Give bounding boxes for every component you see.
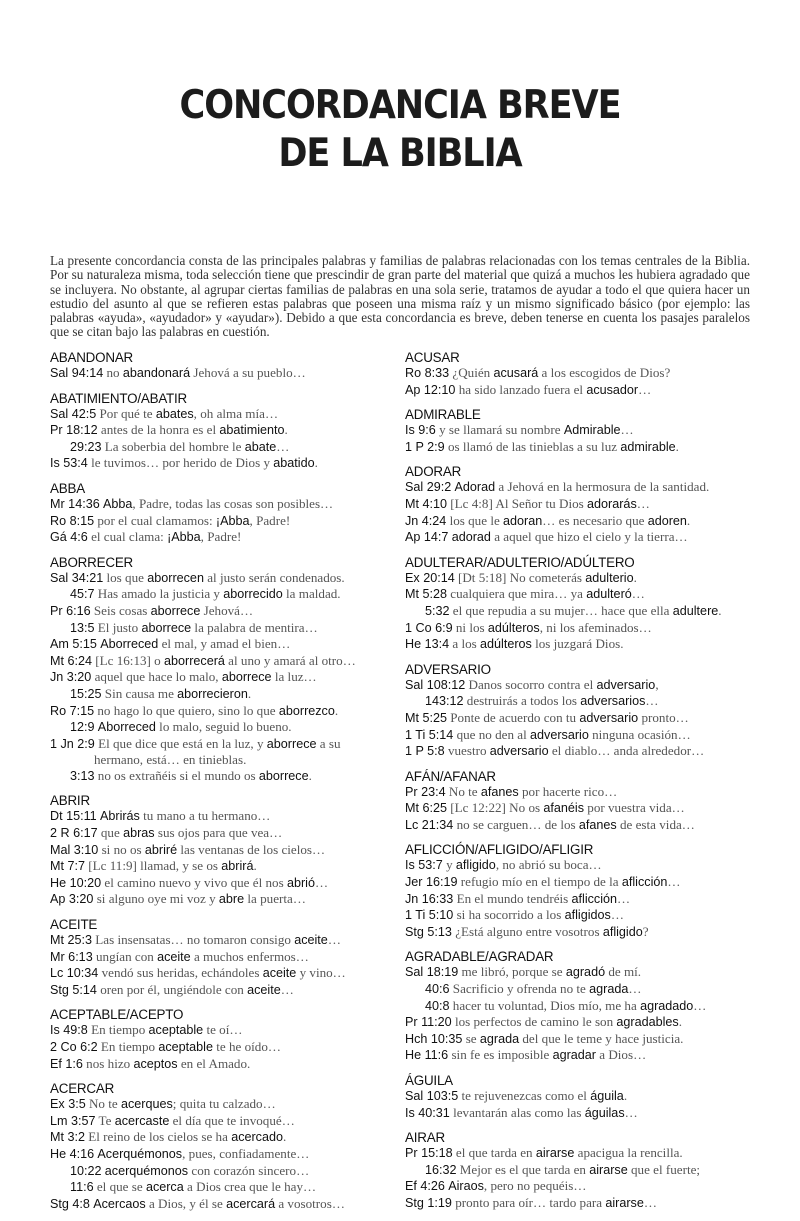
verse-text: hermano, está… en tinieblas. — [94, 752, 247, 768]
verse-reference: Ro 7:15 — [50, 703, 95, 718]
concordance-entry — [50, 481, 390, 546]
verse-reference: Jn 16:33 — [405, 891, 454, 906]
verse-reference: Jn 3:20 — [50, 670, 92, 685]
verse-text: ¿Quién acusará a los escogidos de Dios? — [449, 365, 671, 380]
verse-reference: 1 Ti 5:14 — [405, 727, 454, 742]
entry-line — [405, 1145, 750, 1162]
verse-text: si ha socorrido a los afligidos… — [453, 907, 624, 923]
verse-text: si no os abriré las ventanas de los cielos… — [98, 841, 326, 857]
entry-headword: ABATIMIENTO/ABATIR — [50, 390, 188, 406]
entry-line — [50, 496, 390, 513]
entry-line — [405, 874, 750, 891]
verse-reference: He 4:16 — [50, 1146, 95, 1161]
concordance-entry — [405, 842, 750, 940]
verse-reference: 12:9 — [70, 720, 95, 735]
verse-text: Aborreced lo malo, seguid lo bueno. — [97, 719, 292, 735]
verse-reference: Mt 6:25 — [405, 801, 447, 816]
entry-line — [50, 858, 390, 875]
verse-text: cualquiera que mira… ya adulteró… — [447, 586, 645, 602]
verse-reference: 10:22 — [70, 1163, 102, 1178]
entry-line — [50, 1056, 390, 1073]
entry-line — [405, 1162, 750, 1179]
verse-text: ¿Está alguno entre vosotros afligido? — [451, 923, 649, 939]
verse-reference: He 11:6 — [405, 1048, 449, 1063]
concordance-entry — [405, 350, 750, 398]
entry-headword: ACUSAR — [405, 350, 460, 365]
entry-line — [50, 1146, 390, 1163]
entry-line — [50, 752, 390, 768]
verse-reference: Stg 5:14 — [50, 982, 97, 997]
verse-text: antes de la honra es el abatimiento. — [97, 422, 288, 438]
verse-text: os llamó de las tinieblas a su luz admirable. — [444, 438, 679, 454]
verse-text: los que le adoran… es necesario que adoren. — [446, 512, 691, 528]
entry-line — [405, 1178, 750, 1195]
entry-line — [405, 817, 750, 834]
entry-line — [50, 982, 390, 999]
entry-line — [50, 875, 390, 892]
verse-reference: Is 53:4 — [50, 456, 88, 471]
concordance-entry — [405, 1073, 750, 1121]
entry-line — [50, 842, 390, 859]
verse-text: aquel que hace lo malo, aborrece la luz… — [91, 669, 317, 685]
entry-line — [50, 603, 390, 620]
verse-reference: Sal 29:2 — [405, 480, 452, 495]
left-column — [50, 350, 390, 1221]
verse-reference: Dt 15:11 — [50, 809, 97, 824]
entry-line — [405, 693, 750, 710]
verse-reference: Stg 5:13 — [405, 924, 452, 939]
entry-line — [405, 382, 750, 399]
verse-text: no se carguen… de los afanes de esta vida… — [453, 816, 695, 832]
verse-text: El justo aborrece la palabra de mentira… — [94, 619, 318, 635]
entry-line — [405, 981, 750, 998]
verse-reference: Sal 103:5 — [405, 1089, 459, 1103]
verse-reference: 1 P 5:8 — [405, 744, 445, 759]
entry-line — [405, 710, 750, 727]
verse-reference: Is 9:6 — [405, 423, 436, 438]
entry-line — [405, 743, 750, 760]
concordance-entry — [405, 662, 750, 760]
entry-line — [50, 1129, 390, 1146]
verse-reference: Mt 3:2 — [50, 1130, 85, 1145]
entry-line — [50, 406, 390, 423]
entry-line — [405, 529, 750, 546]
entry-headword: ACEPTABLE/ACEPTO — [50, 1007, 184, 1023]
entry-headword: ADMIRABLE — [405, 407, 481, 423]
entry-line — [50, 570, 390, 587]
entry-headword: ACERCAR — [50, 1081, 115, 1097]
verse-text: no hago lo que quiero, sino lo que aborrezco. — [94, 702, 339, 718]
verse-reference: Sal 42:5 — [50, 406, 97, 421]
entry-line — [405, 1014, 750, 1031]
verse-reference: 40:8 — [425, 998, 450, 1013]
entry-line — [405, 513, 750, 530]
verse-reference: Mt 6:24 — [50, 653, 92, 668]
entry-line — [50, 1163, 390, 1180]
entry-line — [405, 620, 750, 637]
entry-line — [405, 784, 750, 801]
verse-text: Adorad a Jehová en la hermosura de la santidad. — [454, 479, 710, 495]
entry-line — [50, 636, 390, 653]
entry-line — [50, 891, 390, 908]
entry-line — [405, 1031, 750, 1048]
entry-line — [50, 439, 390, 456]
verse-text: El que dice que está en la luz, y aborrece a su — [94, 735, 341, 751]
verse-text: ungían con aceite a muchos enfermos… — [92, 948, 309, 964]
verse-text: que abras sus ojos para que vea… — [97, 825, 283, 841]
verse-text: pronto para oír… tardo para airarse… — [451, 1194, 657, 1210]
verse-reference: 1 Jn 2:9 — [50, 736, 95, 751]
verse-reference: 45:7 — [70, 587, 95, 602]
entry-headword: ADVERSARIO — [405, 661, 491, 677]
verse-text: ha sido lanzado fuera el acusador… — [455, 381, 652, 397]
entry-line — [50, 1022, 390, 1039]
entry-line — [50, 736, 390, 753]
verse-text: me libró, porque se agradó de mí. — [458, 964, 642, 980]
verse-text: destruirás a todos los adversarios… — [463, 693, 659, 709]
entry-line — [50, 620, 390, 637]
entry-headword: AGRADABLE/AGRADAR — [405, 949, 554, 965]
entry-line — [405, 1047, 750, 1064]
entry-line — [405, 800, 750, 817]
entry-headword: ADULTERAR/ADULTERIO/ADÚLTERO — [405, 554, 635, 570]
verse-reference: Ap 12:10 — [405, 382, 456, 397]
verse-reference: 2 Co 6:2 — [50, 1040, 98, 1054]
verse-text: Danos socorro contra el adversario, — [465, 676, 659, 692]
entry-line — [50, 586, 390, 603]
verse-text: no abandonará Jehová a su pueblo… — [103, 365, 306, 380]
verse-text: No te afanes por hacerte rico… — [445, 783, 618, 799]
entry-headword: ADORAR — [405, 464, 462, 480]
entry-line — [405, 1105, 750, 1122]
entry-line — [50, 703, 390, 720]
verse-text: vuestro adversario el diablo… anda alrededor… — [444, 743, 705, 759]
concordance-entry — [405, 464, 750, 545]
verse-text: Sin causa me aborrecieron. — [101, 685, 252, 701]
verse-text: Te acercaste el día que te invoqué… — [95, 1112, 295, 1128]
verse-reference: Ex 20:14 — [405, 570, 455, 585]
verse-text: el camino nuevo y vivo que él nos abrió… — [101, 874, 329, 890]
entry-line — [50, 686, 390, 703]
verse-reference: Pr 15:18 — [405, 1146, 453, 1161]
concordance-entry — [50, 917, 390, 998]
verse-text: ni los adúlteros, ni los afeminados… — [452, 619, 652, 635]
verse-text: [Lc 4:8] Al Señor tu Dios adorarás… — [447, 495, 650, 511]
verse-text: El reino de los cielos se ha acercado. — [85, 1129, 287, 1145]
verse-text: Por qué te abates, oh alma mía… — [96, 405, 279, 421]
verse-reference: 11:6 — [70, 1180, 94, 1195]
verse-text: el cual clama: ¡Abba, Padre! — [87, 529, 242, 545]
entry-headword: ABORRECER — [50, 554, 134, 570]
entry-line — [50, 825, 390, 842]
verse-text: hacer tu voluntad, Dios mío, me ha agradado… — [449, 997, 707, 1013]
entry-headword: AFÁN/AFANAR — [405, 768, 496, 784]
entry-line — [50, 808, 390, 825]
verse-reference: Sal 108:12 — [405, 677, 466, 692]
concordance-entry — [50, 793, 390, 908]
verse-reference: Ap 3:20 — [50, 892, 94, 907]
verse-text: vendó sus heridas, echándoles aceite y vino… — [98, 965, 346, 981]
entry-line — [405, 1088, 750, 1105]
verse-text: No te acerques; quita tu calzado… — [85, 1096, 276, 1112]
concordance-entry — [50, 1007, 390, 1072]
verse-text: Abrirás tu mano a tu hermano… — [99, 808, 271, 824]
entry-line — [405, 891, 750, 908]
verse-text: Acercaos a Dios, y él se acercará a vosotros… — [93, 1195, 345, 1211]
verse-text: [Lc 11:9] llamad, y se os abrirá. — [85, 858, 257, 874]
entry-line — [50, 365, 390, 382]
verse-reference: 15:25 — [70, 686, 102, 701]
entry-headword: AFLICCIÓN/AFLIGIDO/AFLIGIR — [405, 842, 594, 858]
entry-line — [50, 669, 390, 686]
entry-line — [50, 1039, 390, 1056]
verse-text: oren por él, ungiéndole con aceite… — [96, 981, 294, 997]
entry-line — [50, 455, 390, 472]
entry-line — [405, 439, 750, 456]
entry-line — [405, 586, 750, 603]
verse-reference: 13:5 — [70, 620, 95, 635]
verse-text: Has amado la justicia y aborrecido la maldad. — [94, 586, 341, 602]
verse-text: adorad a aquel que hizo el cielo y la tierra… — [451, 529, 688, 545]
verse-reference: Ef 1:6 — [50, 1056, 83, 1071]
verse-text: nos hizo aceptos en el Amado. — [82, 1055, 251, 1071]
verse-reference: Am 5:15 — [50, 637, 97, 652]
entry-line — [405, 964, 750, 981]
verse-text: por el cual clamamos: ¡Abba, Padre! — [94, 512, 291, 528]
verse-reference: 1 Co 6:9 — [405, 620, 453, 635]
entry-line — [50, 932, 390, 949]
title-line-1: CONCORDANCIA BREVE — [179, 83, 621, 128]
verse-text: Seis cosas aborrece Jehová… — [90, 602, 254, 618]
entry-line — [405, 677, 750, 694]
concordance-entry — [405, 1130, 750, 1211]
verse-reference: Mal 3:10 — [50, 842, 99, 857]
verse-reference: Mt 25:3 — [50, 933, 92, 948]
concordance-entry — [50, 1081, 390, 1212]
verse-text: los que aborrecen al justo serán condenados. — [103, 569, 345, 585]
entry-line — [50, 513, 390, 530]
entry-line — [405, 907, 750, 924]
verse-reference: Sal 18:19 — [405, 965, 459, 980]
entry-line — [50, 965, 390, 982]
verse-text: Ponte de acuerdo con tu adversario pronto… — [447, 709, 689, 725]
entry-headword: ACEITE — [50, 917, 98, 933]
verse-text: Mejor es el que tarda en airarse que el fuerte; — [456, 1161, 701, 1177]
concordance-entry — [405, 555, 750, 653]
concordance-entry — [405, 407, 750, 455]
verse-text: Acerquémonos, pues, confiadamente… — [97, 1145, 310, 1161]
entry-line — [405, 636, 750, 653]
entry-line — [50, 1113, 390, 1130]
entry-line — [405, 496, 750, 513]
verse-reference: Mr 6:13 — [50, 949, 93, 964]
entry-line — [405, 1195, 750, 1212]
verse-reference: Lm 3:57 — [50, 1113, 96, 1128]
verse-reference: 143:12 — [425, 694, 464, 709]
verse-reference: Sal 34:21 — [50, 570, 104, 585]
verse-text: a los adúlteros los juzgará Dios. — [449, 636, 624, 652]
verse-reference: Gá 4:6 — [50, 530, 88, 545]
verse-reference: Mr 14:36 — [50, 496, 100, 511]
verse-text: Airaos, pero no pequéis… — [448, 1178, 587, 1194]
verse-text: Abba, Padre, todas las cosas son posibles… — [102, 495, 334, 511]
verse-text: se agrada del que le teme y hace justicia. — [462, 1030, 684, 1046]
verse-text: [Dt 5:18] No cometerás adulterio. — [454, 569, 637, 585]
entry-line — [405, 998, 750, 1015]
verse-reference: Jer 16:19 — [405, 875, 458, 890]
verse-reference: Ro 8:33 — [405, 366, 450, 380]
verse-text: [Lc 16:13] o aborrecerá al uno y amará al otro… — [92, 652, 356, 668]
verse-reference: 3:13 — [70, 768, 95, 783]
verse-reference: Pr 6:16 — [50, 603, 91, 618]
verse-reference: 1 P 2:9 — [405, 439, 445, 454]
verse-text: el que repudia a su mujer… hace que ella adultere. — [449, 602, 722, 618]
entry-line — [50, 1096, 390, 1113]
verse-reference: He 10:20 — [50, 875, 102, 890]
verse-reference: Ro 8:15 — [50, 513, 95, 528]
entry-line — [50, 653, 390, 670]
intro-paragraph: La presente concordancia consta de las principales palabras y familias de palabras relacionadas con los temas centrales de la Biblia. Por su naturaleza misma, toda selección tiene que prescindir de gran parte del material que quizá a muchos les hubiera agradado que se incluyera. No obstante, al agrupar ciertas familias de palabras en una sola serie, tratamos de ayudar a todo el que quiera hacer un estudio del asunto al que se refieren estas palabras que poseen una misma raíz y un mismo significado básico (por ejemplo: las palabras «ayuda», «ayudador» y «ayudar»). Debido a que esta concordancia es breve, deben tenerse en cuenta los pasajes paralelos que se citan bajo las palabras en cuestión. — [50, 253, 750, 340]
verse-reference: 16:32 — [425, 1162, 457, 1177]
entry-headword: ABANDONAR — [50, 350, 134, 365]
entry-line — [50, 529, 390, 546]
verse-text: el que se acerca a Dios crea que le hay… — [93, 1179, 317, 1195]
verse-reference: Stg 1:19 — [405, 1195, 452, 1210]
verse-text: En tiempo aceptable te oí… — [87, 1022, 243, 1038]
verse-text: Aborreced el mal, y amad el bien… — [100, 636, 291, 652]
verse-text: si alguno oye mi voz y abre la puerta… — [93, 891, 306, 907]
verse-reference: 2 R 6:17 — [50, 826, 98, 841]
verse-text: acerquémonos con corazón sincero… — [104, 1162, 310, 1178]
verse-text: refugio mío en el tiempo de la aflicción… — [457, 874, 681, 890]
verse-reference: He 13:4 — [405, 637, 450, 652]
verse-text: En el mundo tendréis aflicción… — [453, 890, 631, 906]
verse-text: Las insensatas… no tomaron consigo aceite… — [92, 932, 341, 948]
verse-reference: 29:23 — [70, 439, 102, 454]
verse-reference: Pr 18:12 — [50, 423, 98, 438]
verse-text: La soberbia del hombre le abate… — [101, 438, 290, 454]
verse-reference: Ef 4:26 — [405, 1179, 445, 1194]
right-column — [405, 350, 750, 1221]
verse-reference: Pr 11:20 — [405, 1015, 452, 1030]
entry-line — [405, 570, 750, 587]
entry-line — [50, 949, 390, 966]
entry-line — [405, 924, 750, 941]
verse-reference: 40:6 — [425, 982, 450, 997]
entry-line — [405, 479, 750, 496]
verse-reference: Mt 5:28 — [405, 587, 447, 602]
verse-reference: Mt 4:10 — [405, 496, 447, 511]
verse-reference: Stg 4:8 — [50, 1196, 90, 1211]
entry-headword: ABRIR — [50, 793, 90, 809]
verse-reference: Sal 94:14 — [50, 366, 104, 380]
page-title — [40, 82, 760, 178]
verse-reference: Is 53:7 — [405, 858, 443, 873]
concordance-entry — [50, 391, 390, 472]
entry-headword: ABBA — [50, 480, 85, 496]
verse-text: los perfectos de camino le son agradables. — [451, 1014, 683, 1030]
entry-line — [50, 1196, 390, 1213]
verse-text: Sacrificio y ofrenda no te agrada… — [449, 981, 642, 997]
verse-reference: Lc 10:34 — [50, 966, 99, 981]
concordance-entry — [50, 350, 390, 382]
verse-text: y se llamará su nombre Admirable… — [435, 422, 634, 438]
entry-line — [50, 1179, 390, 1196]
entry-headword: AIRAR — [405, 1130, 445, 1146]
concordance-entry — [405, 769, 750, 834]
verse-reference: Lc 21:34 — [405, 817, 454, 832]
verse-reference: Hch 10:35 — [405, 1031, 463, 1046]
verse-reference: Is 49:8 — [50, 1023, 88, 1038]
verse-text: y afligido, no abrió su boca… — [442, 857, 602, 873]
verse-text: [Lc 12:22] No os afanéis por vuestra vida… — [447, 800, 685, 816]
entry-line — [50, 768, 390, 785]
verse-text: no os extrañéis si el mundo os aborrece. — [94, 767, 312, 783]
verse-text: levantarán alas como las águilas… — [449, 1104, 638, 1120]
verse-text: sin fe es imposible agradar a Dios… — [448, 1047, 647, 1063]
concordance-entry — [405, 949, 750, 1064]
verse-text: el que tarda en airarse apacigua la rencilla. — [452, 1145, 683, 1161]
title-line-2: DE LA BIBLIA — [278, 131, 522, 176]
verse-text: te rejuvenezcas como el águila. — [458, 1088, 628, 1103]
verse-reference: 1 Ti 5:10 — [405, 908, 454, 923]
entry-line — [405, 727, 750, 744]
entry-line — [405, 365, 750, 382]
entry-line — [405, 603, 750, 620]
entry-headword: ÁGUILA — [405, 1073, 453, 1088]
entry-line — [405, 857, 750, 874]
verse-reference: Is 40:31 — [405, 1105, 450, 1120]
verse-reference: Mt 7:7 — [50, 859, 85, 874]
verse-reference: Ex 3:5 — [50, 1097, 86, 1112]
entry-line — [50, 422, 390, 439]
verse-text: que no den al adversario ninguna ocasión… — [453, 726, 691, 742]
concordance-entry — [50, 555, 390, 785]
verse-text: En tiempo aceptable te he oído… — [97, 1039, 281, 1054]
verse-reference: Ap 14:7 — [405, 530, 449, 545]
verse-reference: Mt 5:25 — [405, 710, 447, 725]
verse-reference: 5:32 — [425, 603, 450, 618]
entry-line — [405, 422, 750, 439]
entry-line — [50, 719, 390, 736]
verse-reference: Pr 23:4 — [405, 784, 446, 799]
verse-text: le tuvimos… por herido de Dios y abatido. — [87, 455, 318, 471]
verse-reference: Jn 4:24 — [405, 513, 447, 528]
